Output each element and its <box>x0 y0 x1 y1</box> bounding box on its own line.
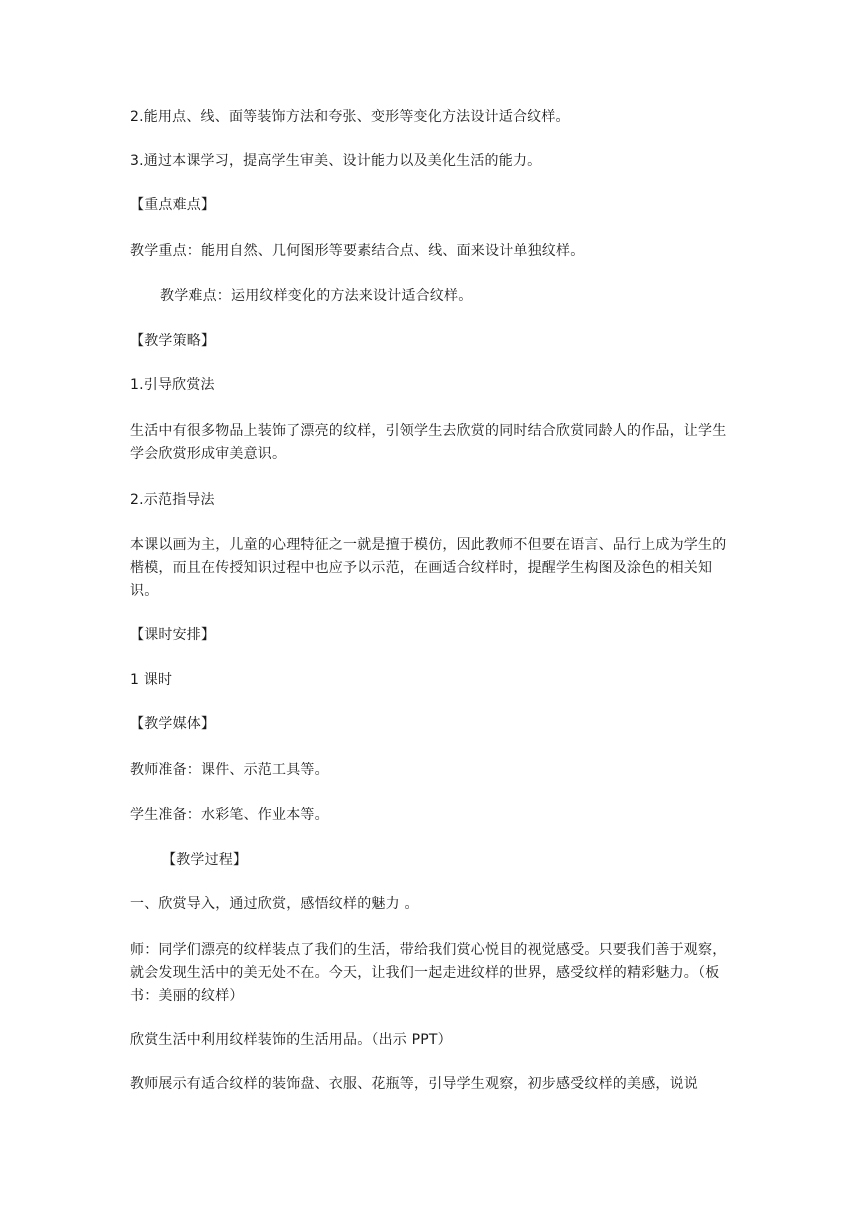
strategy-2-title: 2.示范指导法 <box>130 492 215 508</box>
teacher-prep: 教师准备：课件、示范工具等。 <box>130 762 329 778</box>
schedule-value: 1 课时 <box>130 672 173 688</box>
heading-strategy: 【教学策略】 <box>130 333 216 349</box>
objective-3: 3.通过本课学习，提高学生审美、设计能力以及美化生活的能力。 <box>130 153 542 169</box>
objective-2: 2.能用点、线、面等装饰方法和夸张、变形等变化方法设计适合纹样。 <box>130 109 570 125</box>
heading-process: 【教学过程】 <box>162 852 248 868</box>
teacher-shows: 教师展示有适合纹样的装饰盘、衣服、花瓶等，引导学生观察，初步感受纹样的美感，说说 <box>130 1076 698 1092</box>
heading-media: 【教学媒体】 <box>130 716 216 732</box>
teaching-difficulty: 教学难点：运用纹样变化的方法来设计适合纹样。 <box>160 288 473 304</box>
student-prep: 学生准备：水彩笔、作业本等。 <box>130 807 329 823</box>
strategy-2-body: 本课以画为主，儿童的心理特征之一就是擅于模仿，因此教师不但要在语言、品行上成为学生的楷模，而且在传授知识过程中也应予以示范，在画适合纹样时，提醒学生构图及涂色的相关知识。 <box>130 537 727 599</box>
teacher-speech: 师：同学们漂亮的纹样装点了我们的生活，带给我们赏心悦目的视觉感受。只要我们善于观察，就会发现生活中的美无处不在。今天，让我们一起走进纹样的世界，感受纹样的精彩魅力。（板书：美丽的纹样） <box>130 942 727 1004</box>
strategy-1-title: 1.引导欣赏法 <box>130 377 215 393</box>
teaching-focus: 教学重点：能用自然、几何图形等要素结合点、线、面来设计单独纹样。 <box>130 243 585 259</box>
section-1-title: 一、欣赏导入，通过欣赏，感悟纹样的魅力 。 <box>130 896 419 912</box>
appreciate-line: 欣赏生活中利用纹样装饰的生活用品。（出示 PPT） <box>130 1032 452 1048</box>
heading-schedule: 【课时安排】 <box>130 627 216 643</box>
heading-key-points: 【重点难点】 <box>130 197 216 213</box>
strategy-1-body: 生活中有很多物品上装饰了漂亮的纹样，引领学生去欣赏的同时结合欣赏同龄人的作品，让学生学会欣赏形成审美意识。 <box>130 423 727 462</box>
